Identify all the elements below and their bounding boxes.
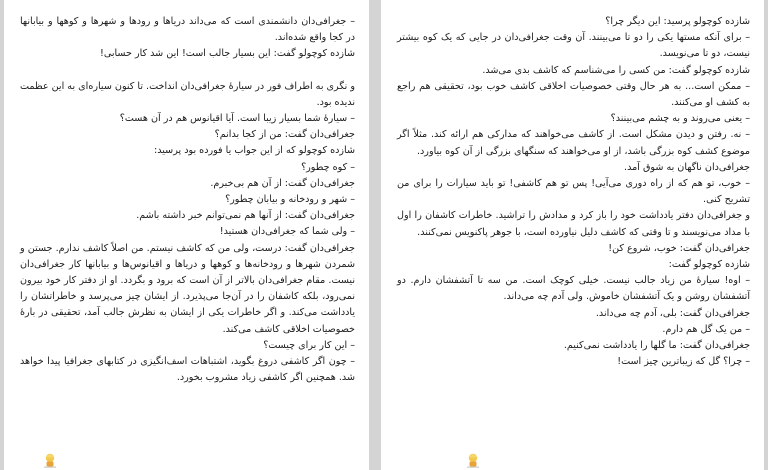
paragraph: جغرافی‌دان گفت: از آنها هم نمی‌توانم خبر داشته باشم.: [136, 210, 355, 222]
paragraph: شازده کوچولو گفت: این بسیار جالب است! این شد کار حسابی!: [100, 48, 355, 60]
right-page-text: [397, 14, 750, 370]
paragraph: – کوه چطور؟: [301, 161, 355, 173]
paragraph: شازده کوچولو پرسید: این دیگر چرا؟: [605, 16, 750, 27]
paragraph: شازده کوچولو که از این جواب یا فورده بود پرسید:: [154, 145, 355, 157]
paragraph: – این کار برای چیست؟: [263, 339, 355, 351]
paragraph: – یعنی می‌روند و به چشم می‌بینند؟: [610, 113, 750, 125]
paragraph: جغرافی‌دان ناگهان به شوق آمد.: [624, 161, 750, 173]
paragraph: – شهر و رودخانه و بیابان چطور؟: [225, 194, 355, 206]
left-page: [4, 0, 369, 470]
paragraph: و جغرافی‌دان دفتر یادداشت خود را باز کرد و مدادش را تراشید. خاطرات کاشفان را اول با مداد می‌نویسند و تا وقتی که کاشف دلیل نیاورده است، با جوهر پاکنویس نمی‌کنند.: [397, 210, 750, 238]
paragraph: و نگری به اطراف فور در سیارهٔ جغرافی‌دان انداخت. تا کنون سیاره‌ای به این عظمت ندیده بود.: [20, 80, 355, 108]
paragraph: جغرافی‌دان گفت: من از کجا بدانم؟: [214, 129, 355, 141]
paragraph: – خوب، تو هم که از راه دوری می‌آیی! پس تو هم کاشفی! تو باید سیارات را برای من تشریح کنی.: [397, 178, 750, 206]
paragraph: جغرافی‌دان گفت: خوب، شروع کن!: [608, 242, 750, 254]
paragraph: – سیارهٔ شما بسیار زیبا است. آیا اقیانوس هم در آن هست؟: [119, 113, 355, 125]
paragraph: – ممکن است... به هر حال وقتی خصوصیات اخلاقی کاشف خوب بود، تحقیقی هم راجع به کشف او می‌کنند.: [397, 80, 750, 109]
little-prince-icon: [463, 452, 483, 468]
left-page-text: [20, 14, 355, 386]
paragraph: – برای آنکه مستها یکی را دو تا می‌بینند. آن وقت جغرافی‌دان در جایی که یک کوه بیشتر نیست، دو تا می‌نویسد.: [397, 32, 750, 60]
paragraph: – نه. رفتن و دیدن مشکل است. از کاشف می‌خواهند که مدارکی هم ارائه کند. مثلاً اگر موضوع کشف کوه بزرگی باشد، از او می‌خواهند که سنگهای بزرگی از آن کوه بیاورد.: [397, 129, 750, 157]
paragraph: – من یک گل هم دارم.: [662, 323, 750, 335]
paragraph: – جغرافی‌دان دانشمندی است که می‌داند دریاها و رودها و شهرها و کوهها و بیابانها در کجا واقع شده‌اند.: [20, 16, 355, 44]
paragraph: جغرافی‌دان گفت: ما گلها را یادداشت نمی‌کنیم.: [563, 340, 750, 352]
paragraph: – ولی شما که جغرافی‌دان هستید!: [219, 226, 355, 238]
paragraph: – چون اگر کاشفی دروغ بگوید، اشتباهات اسف‌انگیزی در کتابهای جغرافیا پیدا خواهد شد. همچنین اگر کاشفی زیاد مشروب بخورد.: [20, 356, 355, 384]
paragraph: – اوه! سیارهٔ من زیاد جالب نیست. خیلی کوچک است. من سه تا آتشفشان دارم. دو آتشفشان روشن و یک آتشفشان خاموش. ولی آدم چه می‌داند.: [397, 275, 750, 303]
right-page: [381, 0, 764, 470]
little-prince-icon: [40, 452, 60, 468]
paragraph: جغرافی‌دان گفت: بلی، آدم چه می‌داند.: [595, 307, 750, 319]
paragraph: – چرا؟ گل که زیباترین چیز است!: [617, 356, 750, 368]
paragraph: شازده کوچولو گفت:: [668, 259, 750, 271]
paragraph: جغرافی‌دان گفت: درست، ولی من که کاشف نیستم. من اصلاً کاشف ندارم. جستن و شمردن شهرها و رودخانه‌ها و کوهها و دریاها و اقیانوس‌ها و بیابانها کار جغرافی‌دان نیست. مقام جغرافی‌دان بالاتر از آن است که برود و بگردد. او از دفتر کار خود بیرون نمی‌رود، بلکه کاشفان را در آن‌جا می‌پذیرد. از ایشان چیز می‌پرسد و خاطراتشان را یادداشت می‌کند. و اگر خاطرات یکی از ایشان به نظرش جالب آمد، تحقیقی در بارهٔ خصوصیات اخلاقی کاشف می‌کند.: [20, 242, 355, 335]
paragraph: شازده کوچولو گفت: من کسی را می‌شناسم که کاشف بدی می‌شد.: [482, 64, 750, 76]
paragraph: جغرافی‌دان گفت: از آن هم بی‌خبرم.: [210, 177, 355, 189]
